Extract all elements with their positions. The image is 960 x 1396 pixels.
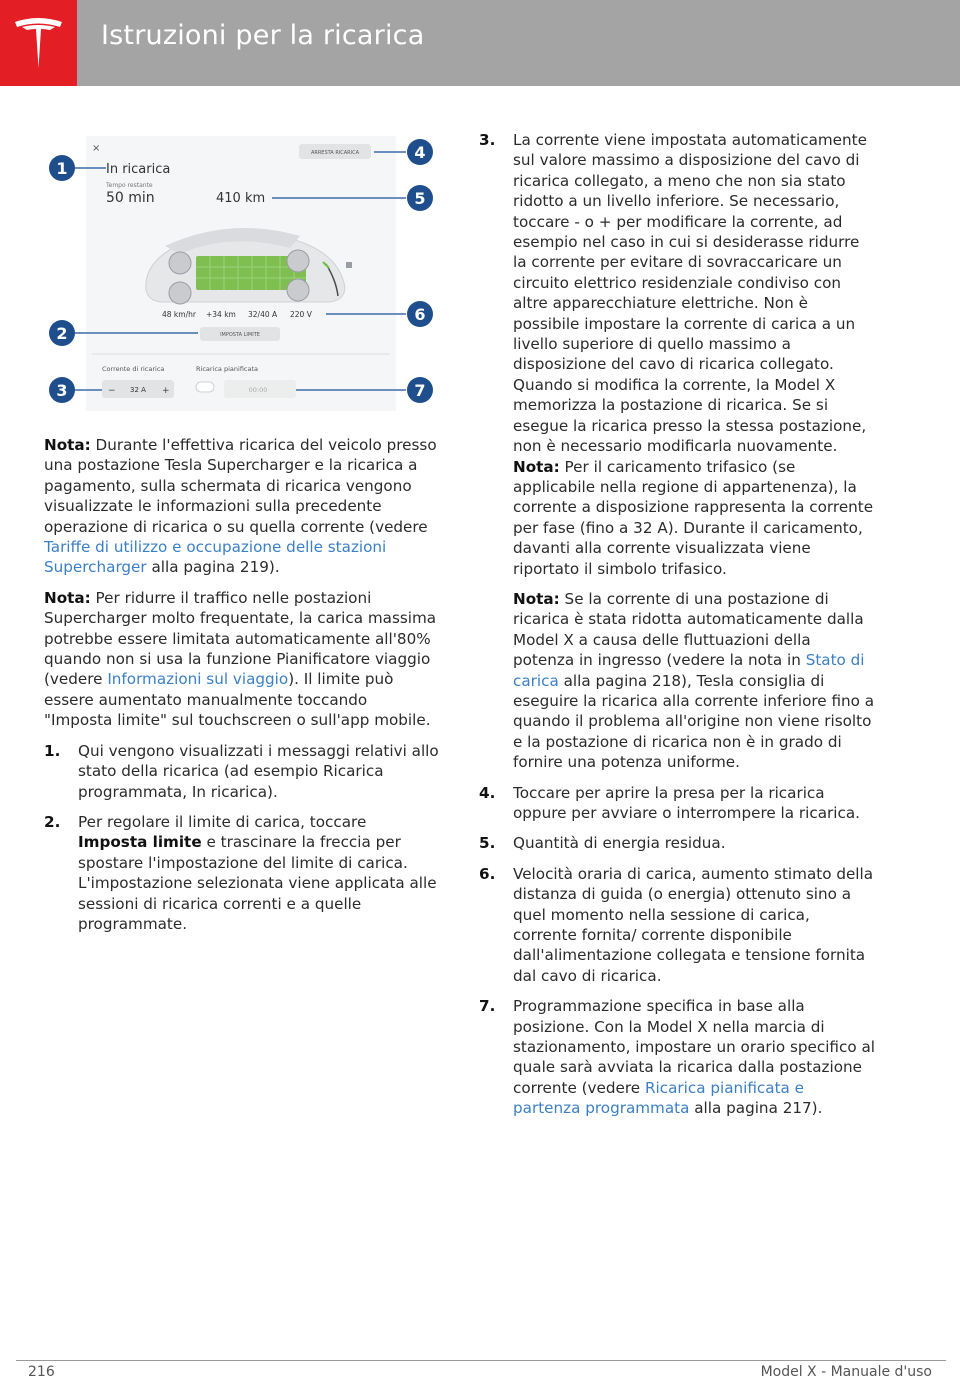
left-column bbox=[44, 435, 440, 944]
callout-4 bbox=[407, 139, 433, 165]
set-limit-label: IMPOSTA LIMITE bbox=[220, 332, 260, 338]
schedule-toggle bbox=[196, 382, 214, 392]
list-item: 1. Qui vengono visualizzati i messaggi relativi allo stato della ricarica (ad esempio Ricarica programmata, In ricarica). bbox=[44, 741, 439, 801]
current-minus: − bbox=[108, 386, 116, 396]
stat-current: 32/40 A bbox=[248, 310, 278, 319]
list-item: 5. Quantità di energia residua. bbox=[479, 834, 726, 853]
manual-title: Model X - Manuale d'uso bbox=[760, 1364, 932, 1380]
screen-status: In ricarica bbox=[106, 162, 171, 177]
page-header bbox=[0, 0, 960, 86]
page-title: Istruzioni per la ricarica bbox=[101, 20, 425, 51]
svg-text:5: 5 bbox=[414, 189, 426, 208]
lock-icon bbox=[346, 262, 352, 268]
svg-text:7: 7 bbox=[414, 381, 426, 400]
right-column bbox=[479, 130, 875, 1129]
stat-voltage: 220 V bbox=[290, 310, 312, 319]
callout-list-right bbox=[479, 130, 875, 1119]
stop-charging-label: ARRESTA RICARICA bbox=[310, 150, 360, 156]
svg-text:3: 3 bbox=[56, 381, 68, 400]
schedule-time-value: 00:00 bbox=[248, 386, 268, 394]
note-supercharger-billing: Nota: Durante l'effettiva ricarica del veicolo presso una postazione Tesla Supercharger e la ricarica a pagamento, sulla schermata di ricarica vengono visualizzate le informazioni sulla precedente operazione di ricarica o su quella corrente (vedere Tariffe di utilizzo e occupazione delle stazioni Supercharger alla pagina 219). bbox=[44, 436, 437, 577]
callout-5 bbox=[407, 185, 433, 211]
charging-screen-figure bbox=[40, 128, 440, 418]
callout-6 bbox=[407, 301, 433, 327]
list-item: 4. Toccare per aprire la presa per la ricarica oppure per avviare o interrompere la ricarica. bbox=[479, 783, 860, 822]
screen-range: 410 km bbox=[216, 191, 266, 206]
svg-text:2: 2 bbox=[56, 324, 68, 343]
callout-3 bbox=[49, 377, 75, 403]
current-plus: + bbox=[162, 386, 170, 396]
scheduled-label: Ricarica pianificata bbox=[196, 365, 259, 373]
svg-text:4: 4 bbox=[414, 143, 426, 162]
callout-1 bbox=[49, 155, 75, 181]
list-item: 2. Per regolare il limite di carica, toccare Imposta limite e trascinare la freccia per spostare l'impostazione del limite di carica. L'impostazione selezionata viene applicata alle sessioni di ricarica correnti e a quelle programmate. bbox=[44, 812, 437, 933]
link-scheduled-charging[interactable]: Ricarica pianificata e partenza programmata bbox=[513, 1078, 804, 1118]
list-item: 7. Programmazione specifica in base alla posizione. Con la Model X nella marcia di stazionamento, impostare un orario specifico al quale sarà avviata la ricarica dalla postazione corrente (vedere Ricarica pianificata e partenza programmata alla pagina 217). bbox=[479, 997, 875, 1118]
stat-rate: 48 km/hr bbox=[162, 310, 196, 319]
note-three-phase: Nota: Per il caricamento trifasico (se applicabile nella regione di appartenenza), la corrente a disposizione rappresenta la corrente per fase (fino a 32 A). Durante il caricamento, davanti alla corrente visualizzata viene riportato il simbolo trifasico. bbox=[513, 457, 874, 578]
screen-time-label: Tempo restante bbox=[106, 182, 153, 189]
tesla-logo-icon bbox=[12, 16, 65, 70]
car-illustration bbox=[146, 228, 352, 304]
svg-text:1: 1 bbox=[56, 159, 68, 178]
list-item: 6. Velocità oraria di carica, aumento stimato della distanza di guida (o energia) ottenuto sino a quel momento nella sessione di carica, corrente fornita/ corrente disponibile dall'alimentazione collegata e tensione fornita dal cavo di ricarica. bbox=[479, 864, 874, 985]
list-item: 3. La corrente viene impostata automaticamente sul valore massimo a disposizione del cavo di ricarica collegato, a meno che non sia stato ridotto a un livello inferiore. Se necessario, toccare - o + per modificare la corrente, ad esempio nel caso in cui si desiderasse ridurre la corrente per evitare di sovraccaricare un circuito elettrico residenziale condiviso con altre apparecchiature elettriche. Non è possibile impostare la corrente di carica a un livello superiore di quello massimo a disposizione del cavo di ricarica collegato. Quando si modifica la corrente, la Model X memorizza la postazione di ricarica. Se si esegue la ricarica presso la stessa postazione, non è necessario modificarla nuovamente. Nota: Per il caricamento trifasico (se applicabile nella regione di appartenenza), la corrente a disposizione rappresenta la corrente per fase (fino a 32 A). Durante il caricamento, davanti alla corrente visualizzata viene riportato il simbolo trifasico. Nota: Se la corrente di una postazione di ricarica è stata ridotta automaticamente dalla Model X a causa delle fluttuazioni della potenza in ingresso (vedere la nota in Stato di carica alla pagina 218), Tesla consiglia di eseguire la ricarica alla corrente inferiore fino a quando il problema all'origine non viene risolto e la postazione di ricarica non è in grado di fornire una potenza uniforme. bbox=[479, 131, 875, 772]
close-icon: × bbox=[92, 143, 101, 154]
callout-2 bbox=[49, 320, 75, 346]
note-charge-limit: Nota: Per ridurre il traffico nelle postazioni Supercharger molto frequentate, la carica massima potrebbe essere limitata automaticamente all'80% quando non si usa la funzione Pianificatore viaggio (vedere Informazioni sul viaggio). Il limite può essere aumentato manualmente toccando "Imposta limite" sul touchscreen o sull'app mobile. bbox=[44, 588, 437, 730]
callout-list-left bbox=[44, 741, 440, 935]
screen-time-value: 50 min bbox=[106, 190, 155, 206]
current-value: 32 A bbox=[130, 386, 146, 394]
charging-screen-svg bbox=[40, 128, 440, 418]
link-trip-info[interactable]: Informazioni sul viaggio bbox=[107, 670, 289, 689]
footer-divider bbox=[16, 1360, 946, 1361]
callout-7 bbox=[407, 377, 433, 403]
svg-text:6: 6 bbox=[414, 305, 426, 324]
link-charge-status[interactable]: Stato di carica bbox=[513, 651, 865, 690]
note-reduced-current: Nota: Se la corrente di una postazione di ricarica è stata ridotta automaticamente dalla Model X a causa delle fluttuazioni della potenza in ingresso (vedere la nota in Stato di carica alla pagina 218), Tesla consiglia di eseguire la ricarica alla corrente inferiore fino a quando il problema all'origine non viene risolto e la postazione di ricarica non è in grado di fornire una potenza uniforme. bbox=[513, 589, 875, 772]
tesla-logo bbox=[0, 0, 77, 86]
page-number: 216 bbox=[28, 1364, 55, 1380]
stat-range-gain: +34 km bbox=[206, 310, 236, 319]
current-label: Corrente di ricarica bbox=[102, 365, 165, 373]
link-supercharger-fees[interactable]: Tariffe di utilizzo e occupazione delle stazioni Supercharger bbox=[44, 538, 387, 577]
